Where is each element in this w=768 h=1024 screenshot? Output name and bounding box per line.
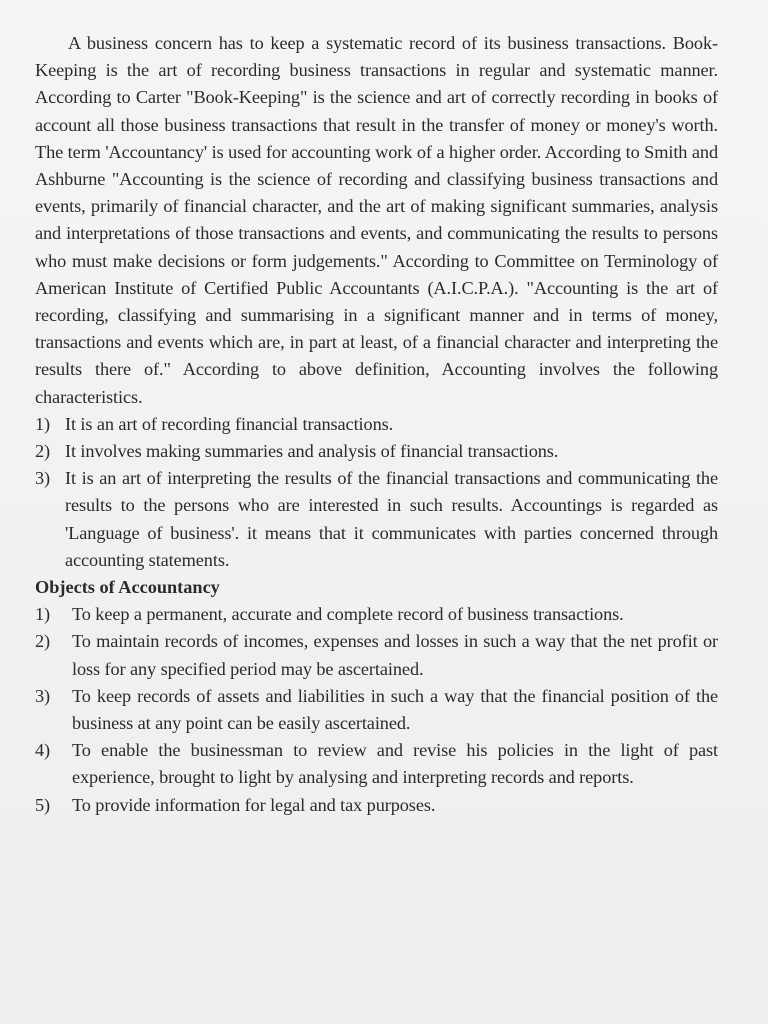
characteristics-list [35,411,718,574]
list-number: 5) [35,794,51,815]
list-text: To provide information for legal and tax purposes. [72,794,436,815]
intro-paragraph: A business concern has to keep a systematic record of its business transactions. Book-Keeping is the art of recording business transactions in regular and systematic manner. According to Carter "Book-Keeping" is the science and art of correctly recording in books of account all those business transactions that result in the transfer of money or money's worth. The term 'Accountancy' is used for accounting work of a higher order. According to Smith and Ashburne "Accounting is the science of recording and classifying business transactions and events, primarily of financial character, and the art of making significant summaries, analysis and interpretations of those transactions and events, and communicating the results to persons who must make decisions or form judgements." According to Committee on Terminology of American Institute of Certified Public Accountants (A.I.C.P.A.). "Accounting is the art of recording, classifying and summarising in a significant manner and in terms of money, transactions and events which are, in part at least, of a financial character and interpreting the results there of." According to above definition, Accounting involves the following characteristics. [35,33,718,407]
list-number: 1) [35,413,51,434]
list-item [35,792,718,819]
list-item [35,465,718,574]
objects-list [35,601,718,819]
list-item [35,411,718,438]
list-text: To keep records of assets and liabilities in such a way that the financial position of the business at any point can be easily ascertained. [72,685,718,734]
list-item [35,601,718,628]
section-heading: Objects of Accountancy [35,577,220,598]
list-item [35,737,718,791]
list-number: 1) [35,604,51,625]
list-text: To keep a permanent, accurate and complete record of business transactions. [72,604,624,625]
list-number: 2) [35,631,51,652]
list-item [35,438,718,465]
list-item [35,628,718,682]
list-number: 3) [35,468,51,489]
list-text: It involves making summaries and analysis of financial transactions. [65,441,559,462]
list-text: To enable the businessman to review and revise his policies in the light of past experience, brought to light by analysing and interpreting records and reports. [72,740,718,788]
list-text: It is an art of recording financial transactions. [65,413,394,434]
list-item [35,683,718,737]
list-number: 3) [35,685,51,706]
list-text: It is an art of interpreting the results of the financial transactions and communicating the results to the persons who are interested in such results. Accountings is regarded as 'Language of business'. it means that it communicates with parties concerned through accounting statements. [65,468,718,570]
list-text: To maintain records of incomes, expenses and losses in such a way that the net profit or loss for any specified period may be ascertained. [72,631,718,679]
list-number: 2) [35,441,51,462]
list-number: 4) [35,740,51,761]
